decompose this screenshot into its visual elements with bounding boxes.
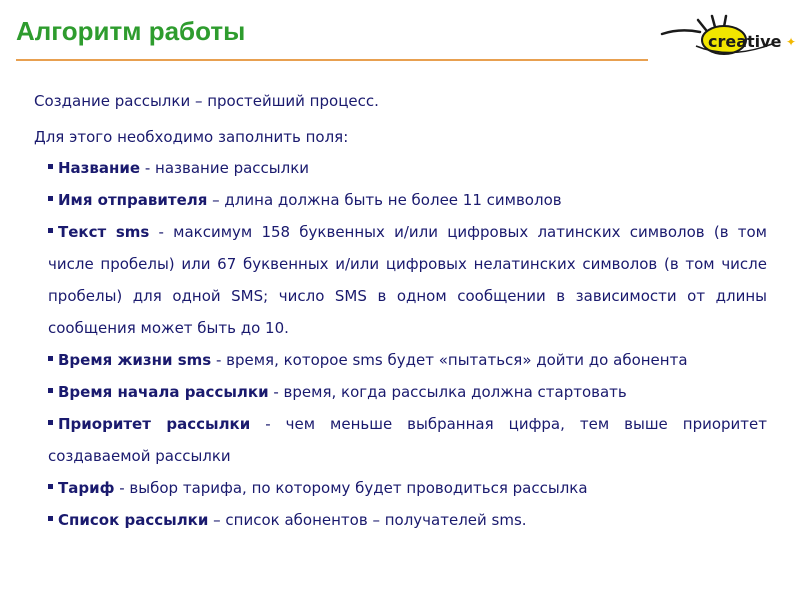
bullet-icon: [48, 228, 53, 233]
list-item-term: Список рассылки: [58, 511, 209, 529]
list-item: [48, 408, 767, 472]
bullet-icon: [48, 420, 53, 425]
list-item-term: Приоритет рассылки: [58, 415, 251, 433]
intro-line-1: Создание рассылки – простейший процесс.: [34, 92, 379, 110]
list-item-desc: - выбор тарифа, по которому будет проводиться рассылка: [114, 479, 588, 497]
list-item-desc: - время, когда рассылка должна стартовать: [268, 383, 627, 401]
list-item-desc: - название рассылки: [140, 159, 310, 177]
list-item-desc: – длина должна быть не более 11 символов: [207, 191, 562, 209]
list-item-term: Время начала рассылки: [58, 383, 269, 401]
list-item-desc: - максимум 158 буквенных и/или цифровых латинских символов (в том числе пробелы) или 67 буквенных и/или цифровых нелатинских символов (в том числе пробелы) для одной SMS; число SMS в одном сообщении в зависимости от длины сообщения может быть до 10.: [48, 223, 767, 337]
creative-eye-logo: [660, 8, 800, 68]
list-item-desc: - время, которое sms будет «пытаться» дойти до абонента: [211, 351, 688, 369]
bullet-icon: [48, 356, 53, 361]
slide-body: [34, 86, 767, 536]
logo-wordmark: creative: [708, 32, 782, 51]
list-item-term: Имя отправителя: [58, 191, 208, 209]
title-divider: [16, 59, 648, 61]
list-item-desc: - чем меньше выбранная цифра, тем выше приоритет создаваемой рассылки: [48, 415, 767, 465]
logo-lash-2: [712, 16, 715, 27]
logo-lash-1: [698, 20, 706, 30]
logo-lid: [662, 30, 700, 34]
list-item-term: Название: [58, 159, 141, 177]
bullet-icon: [48, 484, 53, 489]
list-item: [48, 152, 767, 184]
list-item: [48, 216, 767, 344]
bullet-icon: [48, 516, 53, 521]
list-item: [48, 376, 767, 408]
list-item-desc: – список абонентов – получателей sms.: [208, 511, 527, 529]
list-item: [48, 472, 767, 504]
list-item-term: Время жизни sms: [58, 351, 212, 369]
logo-star-icon: ✦: [786, 35, 797, 49]
page-title: Алгоритм работы: [16, 16, 246, 46]
bullet-icon: [48, 196, 53, 201]
list-item: [48, 184, 767, 216]
bullet-icon: [48, 164, 53, 169]
list-item: [48, 344, 767, 376]
fields-list: [34, 152, 767, 536]
list-item: [48, 504, 767, 536]
bullet-icon: [48, 388, 53, 393]
intro-line-2: Для этого необходимо заполнить поля:: [34, 128, 349, 146]
list-item-term: Текст sms: [58, 223, 150, 241]
list-item-term: Тариф: [58, 479, 115, 497]
